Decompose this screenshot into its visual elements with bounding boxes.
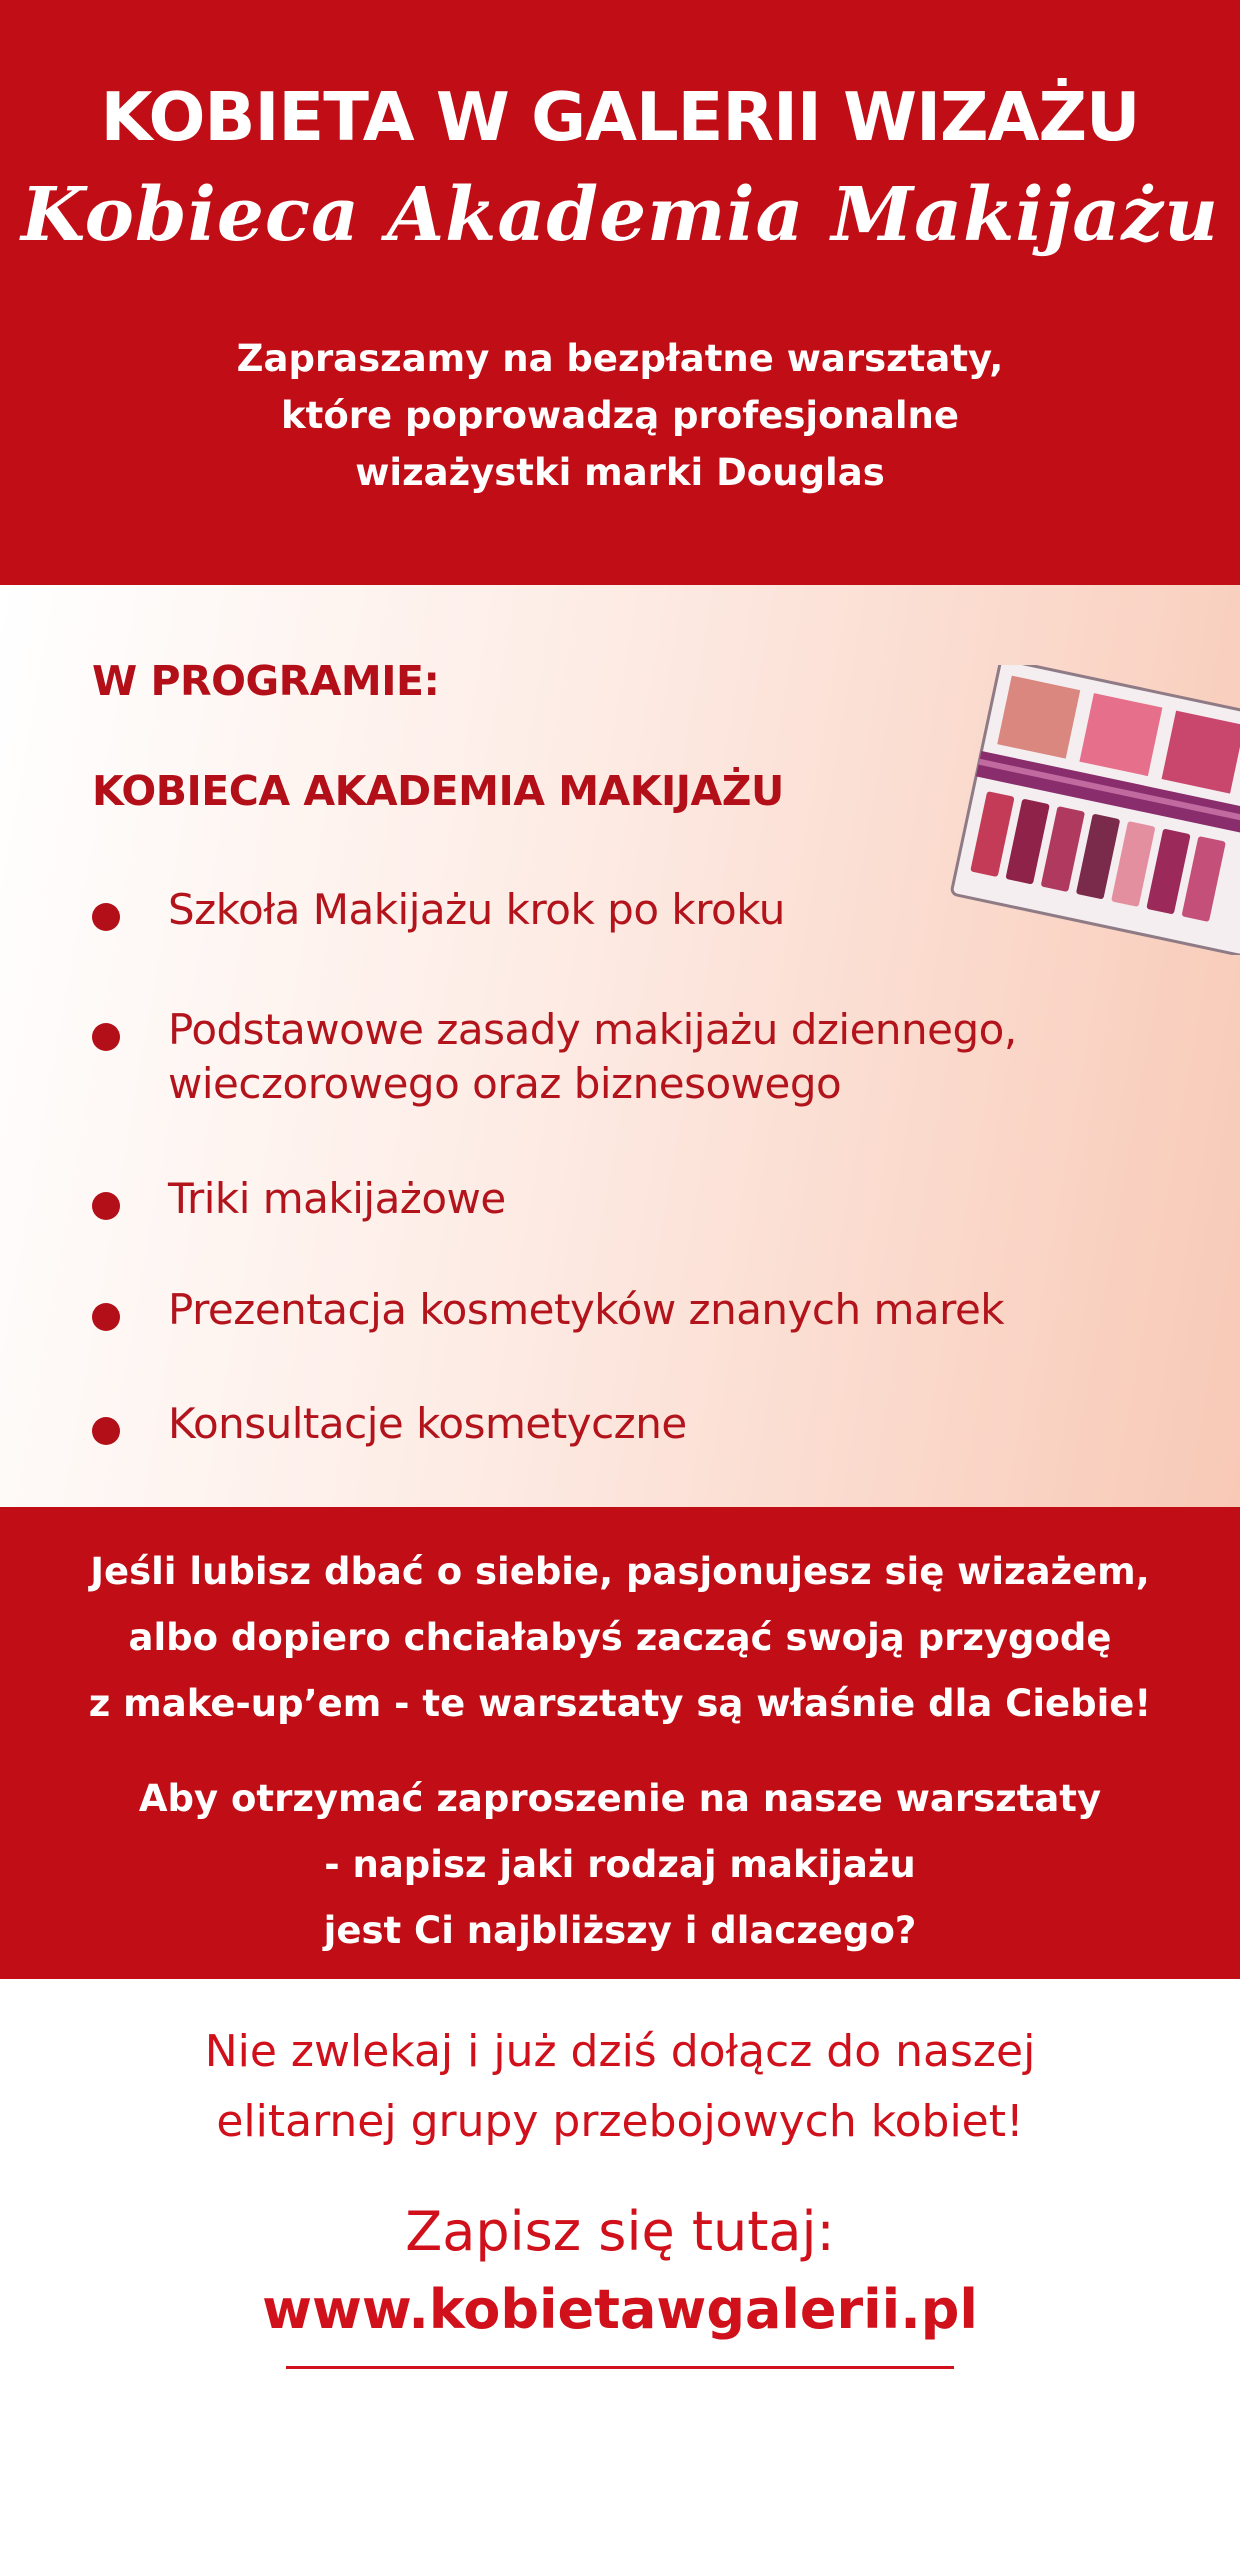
list-item [168,1283,1168,1337]
cta-line: elitarnej grupy przebojowych kobiet! [216,2096,1024,2147]
invitation-paragraph [60,1539,1180,1737]
header-banner [0,0,1240,585]
task-line: - napisz jaki rodzaj makijażu [324,1843,916,1886]
list-item [168,1397,1168,1451]
invitation-section [0,1507,1240,1979]
bullet-dot-icon [92,1303,120,1331]
program-list [0,585,1240,1507]
list-item-text: Szkoła Makijażu krok po kroku [168,885,785,934]
bullet-dot-icon [92,1023,120,1051]
list-item-text: Prezentacja kosmetyków znanych marek [168,1285,1005,1334]
bullet-dot-icon [92,1192,120,1220]
cta-line: Nie zwlekaj i już dziś dołącz do naszej [204,2026,1036,2077]
intro-line: wizażystki marki Douglas [355,451,885,494]
bullet-dot-icon [92,903,120,931]
program-heading: W PROGRAMIE: [92,657,440,705]
invitation-line: Jeśli lubisz dbać o siebie, pasjonujesz się wizażem, [90,1550,1150,1593]
event-title: KOBIETA W GALERII WIZAŻU [100,78,1140,156]
list-item-text: wieczorowego oraz biznesowego [168,1059,842,1108]
call-to-action [80,2017,1160,2157]
intro-line: które poprowadzą profesjonalne [281,394,959,437]
bullet-dot-icon [92,1417,120,1445]
invitation-line: z make-up’em - te warsztaty są właśnie dla Ciebie! [88,1682,1152,1725]
footer-section [0,1979,1240,2551]
intro-text [150,330,1090,501]
link-underline [286,2366,954,2369]
list-item [168,883,1168,937]
program-section [0,585,1240,1507]
list-item-text: Konsultacje kosmetyczne [168,1399,687,1448]
list-item-text: Podstawowe zasady makijażu dziennego, [168,1005,1017,1054]
task-line: Aby otrzymać zaproszenie na nasze warsztaty [138,1777,1102,1820]
list-item [168,1003,1168,1111]
list-item [168,1172,1168,1226]
task-paragraph [60,1766,1180,1964]
program-subheading: KOBIECA AKADEMIA MAKIJAŻU [92,767,784,815]
task-line: jest Ci najbliższy i dlaczego? [323,1909,917,1952]
event-subtitle: Kobieca Akademia Makijażu [20,172,1220,258]
intro-line: Zapraszamy na bezpłatne warsztaty, [236,337,1004,380]
invitation-line: albo dopiero chciałabyś zacząć swoją przygodę [128,1616,1112,1659]
signup-label: Zapisz się tutaj: [405,2200,835,2263]
list-item-text: Triki makijażowe [168,1174,506,1223]
signup-link[interactable]: www.kobietawgalerii.pl [262,2278,978,2341]
